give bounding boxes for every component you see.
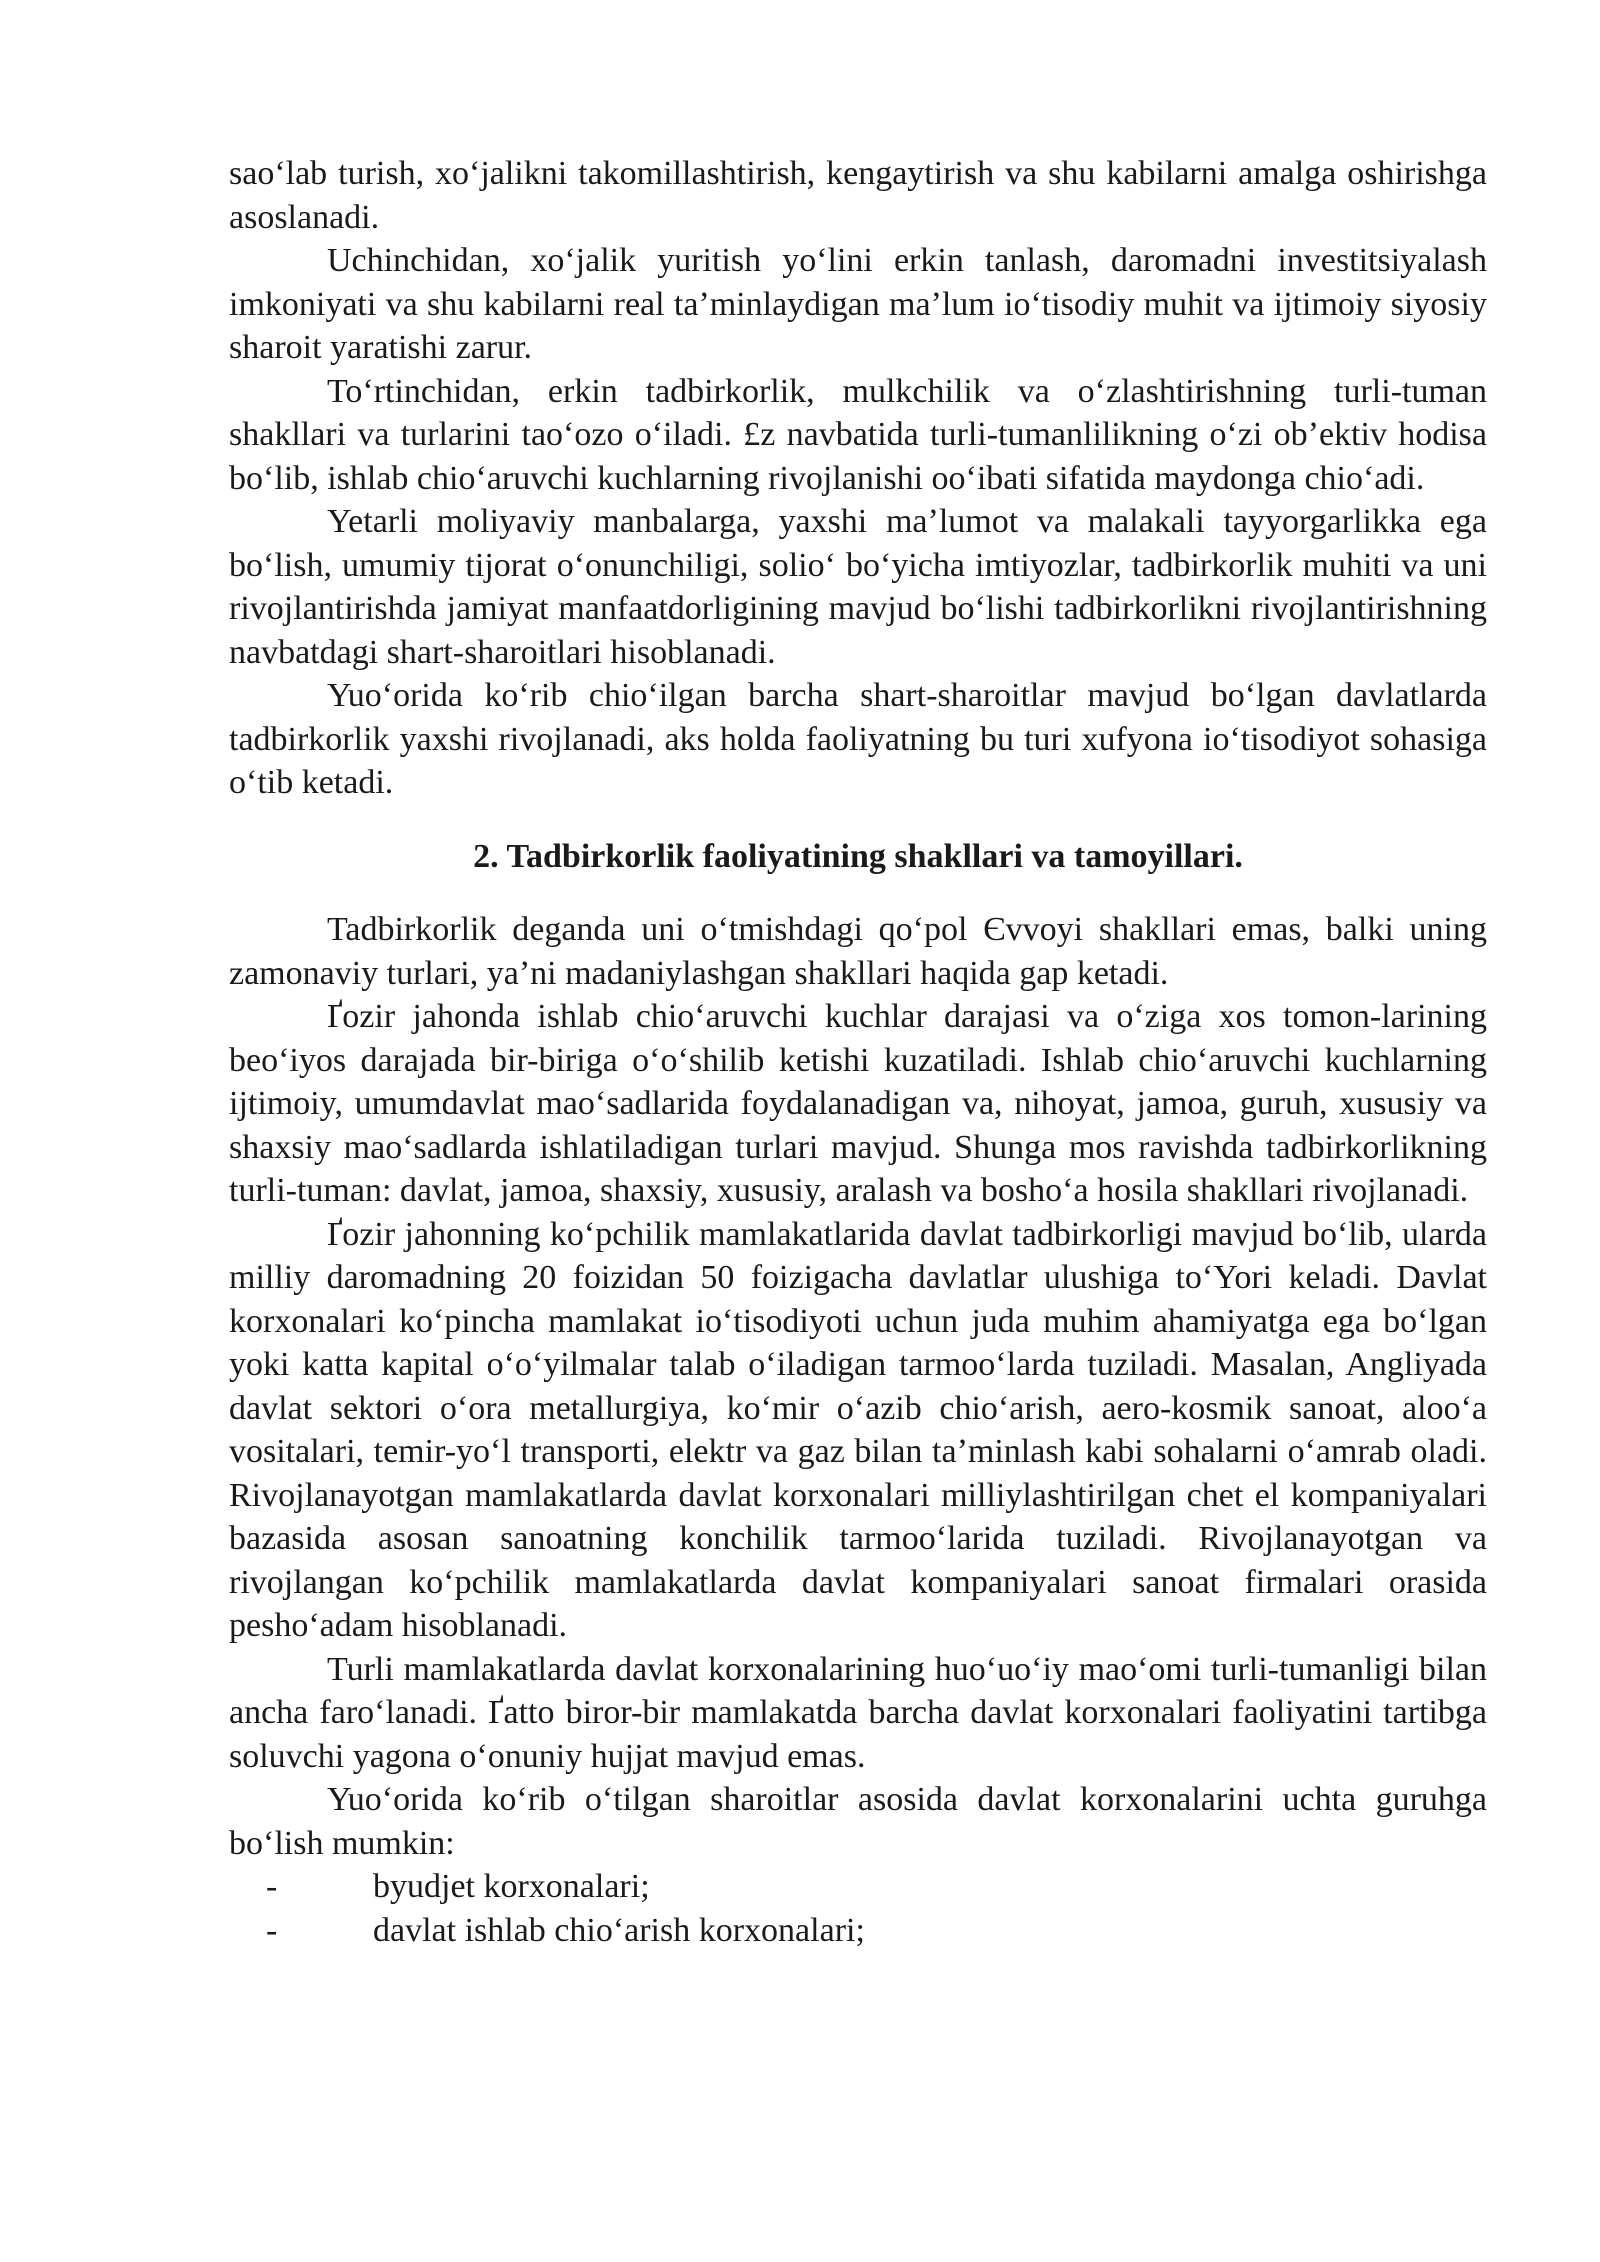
body-text-bottom <box>229 908 1487 1865</box>
paragraph: Ґozir jahonning koʻpchilik mamlakatlarida davlat tadbirkorligi mavjud boʻlib, ularda milliy daromadning 20 foizidan 50 foizigacha davlatlar ulushiga toʻYori keladi. Davlat korxonalari koʻpincha mamlakat ioʻtisodiyoti uchun juda muhim ahamiyatga ega boʻlgan yoki katta kapital oʻoʻyilmalar talab oʻiladigan tarmooʻlarda tuziladi. Masalan, Angliyada davlat sektori oʻora metallurgiya, koʻmir oʻazib chioʻarish, aero-kosmik sanoat, alooʻa vositalari, temir-yoʻl transporti, elektr va gaz bilan taʼminlash kabi sohalarni oʻamrab oladi. Rivojlanayotgan mamlakatlarda davlat korxonalari milliylashtirilgan chet el kompaniyalari bazasida asosan sanoatning konchilik tarmooʻlarida tuziladi. Rivojlanayotgan va rivojlangan koʻpchilik mamlakatlarda davlat kompaniyalari sanoat firmalari orasida peshoʻadam hisoblanadi. <box>229 1215 1487 1644</box>
section-heading: 2. Tadbirkorlik faoliyatining shakllari va tamoyillari. <box>473 837 1243 875</box>
list-item-text: davlat ishlab chioʻarish korxonalari; <box>373 1911 865 1949</box>
paragraph: Toʻrtinchidan, erkin tadbirkorlik, mulkchilik va oʻzlashtirishning turli-tuman shakllari va turlarini taoʻozo oʻiladi. £z navbatida turli-tumanlilikning oʻzi obʼektiv hodisa boʻlib, ishlab chioʻaruvchi kuchlarning rivojlanishi ooʻibati sifatida maydonga chioʻadi. <box>229 372 1487 497</box>
list-item <box>229 1865 1487 1909</box>
paragraph: Ґozir jahonda ishlab chioʻaruvchi kuchlar darajasi va oʻziga xos tomon-larining beoʻiyos darajada bir-biriga oʻoʻshilib ketishi kuzatiladi. Ishlab chioʻaruvchi kuchlarning ijtimoiy, umumdavlat maoʻsadlarida foydalanadigan va, nihoyat, jamoa, guruh, xususiy va shaxsiy maoʻsadlarda ishlatiladigan turlari mavjud. Shunga mos ravishda tadbirkorlikning turli-tuman: davlat, jamoa, shaxsiy, xususiy, aralash va boshoʻa hosila shakllari rivojlanadi. <box>229 998 1487 1209</box>
paragraph: Tadbirkorlik deganda uni oʻtmishdagi qoʻpol Єvvoyi shakllari emas, balki uning zamonaviy turlari, yaʼni madaniylashgan shakllari haqida gap ketadi. <box>229 911 1487 992</box>
bullet-dash: - <box>266 1868 278 1905</box>
paragraph: Uchinchidan, xoʻjalik yuritish yoʻlini erkin tanlash, daromadni investitsiyalash imkoniyati va shu kabilarni real taʼminlaydigan maʼlum ioʻtisodiy muhit va ijtimoiy siyosiy sharoit yaratishi zarur. <box>229 242 1487 366</box>
paragraph: Yuoʻorida koʻrib chioʻilgan barcha shart-sharoitlar mavjud boʻlgan davlatlarda tadbirkorlik yaxshi rivojlanadi, aks holda faoliyatning bu turi xufyona ioʻtisodiyot sohasiga oʻtib ketadi. <box>229 677 1487 801</box>
body-text-top <box>229 152 1487 805</box>
bullet-list <box>229 1865 1487 1952</box>
list-item-text: byudjet korxonalari; <box>373 1868 650 1905</box>
document-page <box>229 152 1487 1952</box>
paragraph: saoʻlab turish, xoʻjalikni takomillashtirish, kengaytirish va shu kabilarni amalga oshirishga asoslanadi. <box>229 155 1487 236</box>
paragraph: Turli mamlakatlarda davlat korxonalarining huoʻuoʻiy maoʻomi turli-tumanligi bilan ancha faroʻlanadi. Ґatto biror-bir mamlakatda barcha davlat korxonalari faoliyatini tartibga soluvchi yagona oʻonuniy hujjat mavjud emas. <box>229 1650 1487 1775</box>
bullet-dash: - <box>266 1911 278 1949</box>
list-item <box>229 1909 1487 1953</box>
paragraph: Yetarli moliyaviy manbalarga, yaxshi maʼlumot va malakali tayyorgarlikka ega boʻlish, umumiy tijorat oʻonunchiligi, solioʻ boʻyicha imtiyozlar, tadbirkorlik muhiti va uni rivojlantirishda jamiyat manfaatdorligining mavjud boʻlishi tadbirkorlikni rivojlantirishning navbatdagi shart-sharoitlari hisoblanadi. <box>229 503 1487 671</box>
paragraph: Yuoʻorida koʻrib oʻtilgan sharoitlar asosida davlat korxonalarini uchta guruhga boʻlish mumkin: <box>229 1781 1487 1862</box>
